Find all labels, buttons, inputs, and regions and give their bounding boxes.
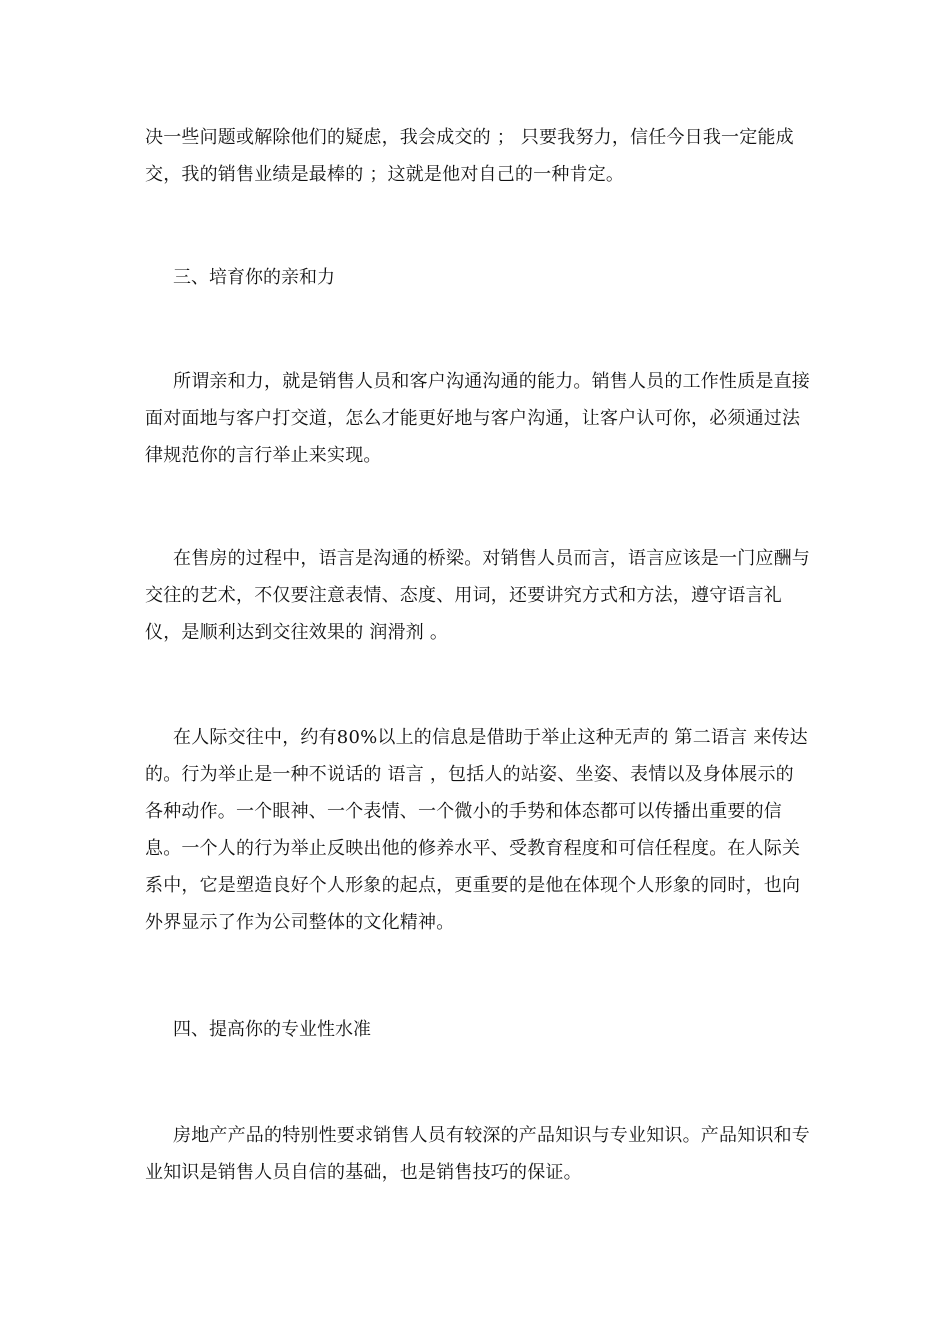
paragraph-language-bridge: 在售房的过程中，语言是沟通的桥梁。对销售人员而言，语言应该是一门应酬与交往的艺术，不仅要注意表情、态度、用词，还要讲究方式和方法，遵守语言礼仪，是顺利达到交往效果的 润滑剂 。 <box>145 548 810 643</box>
paragraph-self-affirmation: 决一些问题或解除他们的疑虑，我会成交的 ； 只要我努力，信任今日我一定能成交，我的销售业绩是最棒的 ；这就是他对自己的一种肯定。 <box>145 127 794 185</box>
section-heading-affinity: 三、培育你的亲和力 <box>173 267 335 288</box>
paragraph-product-knowledge: 房地产产品的特别性要求销售人员有较深的产品知识与专业知识。产品知识和专业知识是销售人员自信的基础，也是销售技巧的保证。 <box>145 1125 810 1183</box>
paragraph-body-language: 在人际交往中，约有80%以上的信息是借助于举止这种无声的 第二语言 来传达的。行为举止是一种不说话的 语言 ，包括人的站姿、坐姿、表情以及身体展示的各种动作。一个眼神、一个表情、一个微小的手势和体态都可以传播出重要的信息。一个人的行为举止反映出他的修养水平、受教育程度和可信任程度。在人际关系中，它是塑造良好个人形象的起点，更重要的是他在体现个人形象的同时，也向外界显示了作为公司整体的文化精神。 <box>145 727 808 933</box>
paragraph-affinity-definition: 所谓亲和力，就是销售人员和客户沟通沟通的能力。销售人员的工作性质是直接面对面地与客户打交道，怎么才能更好地与客户沟通，让客户认可你，必须通过法律规范你的言行举止来实现。 <box>145 371 810 466</box>
section-heading-professionalism: 四、提高你的专业性水准 <box>173 1019 371 1040</box>
